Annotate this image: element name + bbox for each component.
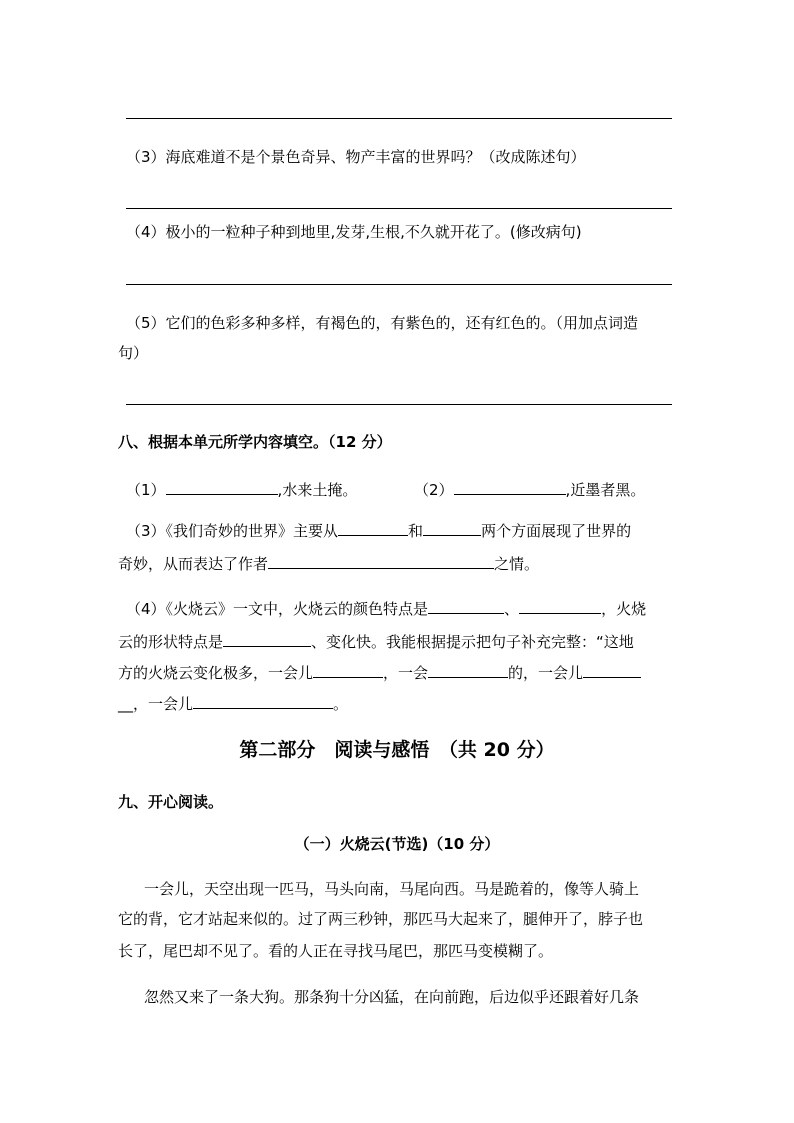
answer-line[interactable] — [126, 208, 672, 209]
question-7-item-4: （4）极小的一粒种子种到地里,发芽,生根,不久就开花了。(修改病句) — [126, 223, 582, 241]
section-8-heading: 八、根据本单元所学内容填空。（12 分） — [118, 433, 392, 451]
fill-4-text-b: 、 — [504, 600, 520, 618]
section-8-row-1b — [414, 478, 645, 500]
fill-2-text: ,近墨者黑。 — [565, 481, 646, 499]
fill-blank[interactable] — [428, 661, 508, 678]
fill-4-text-c: ，火烧 — [601, 600, 647, 618]
fill-3-text-e: 之情。 — [494, 555, 540, 573]
fill-blank[interactable] — [193, 692, 333, 709]
fill-blank[interactable] — [268, 552, 494, 569]
section-8-row-6 — [118, 661, 641, 683]
section-8-row-7 — [118, 692, 348, 714]
passage-line: 一会儿，天空出现一匹马，马头向南，马尾向西。马是跪着的，像等人骑上 — [144, 880, 640, 898]
fill-4-text-i: __，一会儿 — [118, 695, 194, 713]
fill-blank[interactable] — [313, 661, 383, 678]
passage-line: 忽然又来了一条大狗。那条狗十分凶猛，在向前跑，后边似乎还跟着好几条 — [144, 988, 640, 1006]
fill-4-text-g: ，一会 — [383, 664, 429, 682]
fill-blank[interactable] — [519, 597, 601, 614]
part-2-title: 第二部分 阅读与感悟 （共 20 分） — [239, 739, 555, 761]
fill-4-text-h: 的，一会儿 — [508, 664, 584, 682]
fill-blank[interactable] — [454, 478, 566, 495]
fill-3-text-c: 两个方面展现了世界的 — [481, 522, 632, 540]
section-8-row-5 — [118, 630, 634, 652]
question-7-item-3: （3）海底难道不是个景色奇异、物产丰富的世界吗？（改成陈述句） — [126, 148, 586, 166]
question-7-item-5-line-2: 句） — [118, 344, 149, 362]
fill-3-text-b: 和 — [408, 522, 424, 540]
fill-4-text-a: （4）《火烧云》一文中，火烧云的颜色特点是 — [126, 600, 429, 618]
answer-line[interactable] — [126, 404, 672, 405]
section-8-row-4 — [126, 597, 646, 619]
fill-3-text-d: 奇妙，从而表达了作者 — [118, 555, 269, 573]
fill-blank[interactable] — [583, 661, 641, 678]
fill-blank[interactable] — [428, 597, 504, 614]
fill-blank[interactable] — [166, 478, 278, 495]
section-9-heading: 九、开心阅读。 — [118, 793, 224, 811]
fill-4-text-j: 。 — [333, 695, 349, 713]
fill-4-text-d: 云的形状特点是 — [118, 633, 224, 651]
passage-title: （一）火烧云(节选)（10 分） — [294, 835, 500, 853]
fill-blank[interactable] — [223, 630, 311, 647]
question-7-item-5-line-1: （5）它们的色彩多种多样，有褐色的，有紫色的，还有红色的。（用加点词造 — [126, 314, 639, 332]
fill-blank[interactable] — [338, 519, 408, 536]
fill-4-text-f: 方的火烧云变化极多，一会儿 — [118, 664, 314, 682]
section-8-row-3 — [118, 552, 539, 574]
section-8-row-2 — [126, 519, 631, 541]
passage-line: 它的背，它才站起来似的。过了两三秒钟，那匹马大起来了，腿伸开了，脖子也 — [118, 910, 644, 928]
fill-3-text-a: （3）《我们奇妙的世界》主要从 — [126, 522, 339, 540]
fill-2-label: （2） — [414, 481, 454, 499]
answer-line[interactable] — [126, 284, 672, 285]
section-8-row-1 — [126, 478, 357, 500]
fill-1-label: （1） — [126, 481, 166, 499]
fill-1-text: ,水来土掩。 — [277, 481, 358, 499]
fill-4-text-e: 、变化快。我能根据提示把句子补充完整：“这地 — [311, 633, 634, 651]
fill-blank[interactable] — [423, 519, 481, 536]
answer-line[interactable] — [126, 118, 672, 119]
passage-line: 长了，尾巴却不见了。看的人正在寻找马尾巴，那匹马变模糊了。 — [118, 942, 554, 960]
